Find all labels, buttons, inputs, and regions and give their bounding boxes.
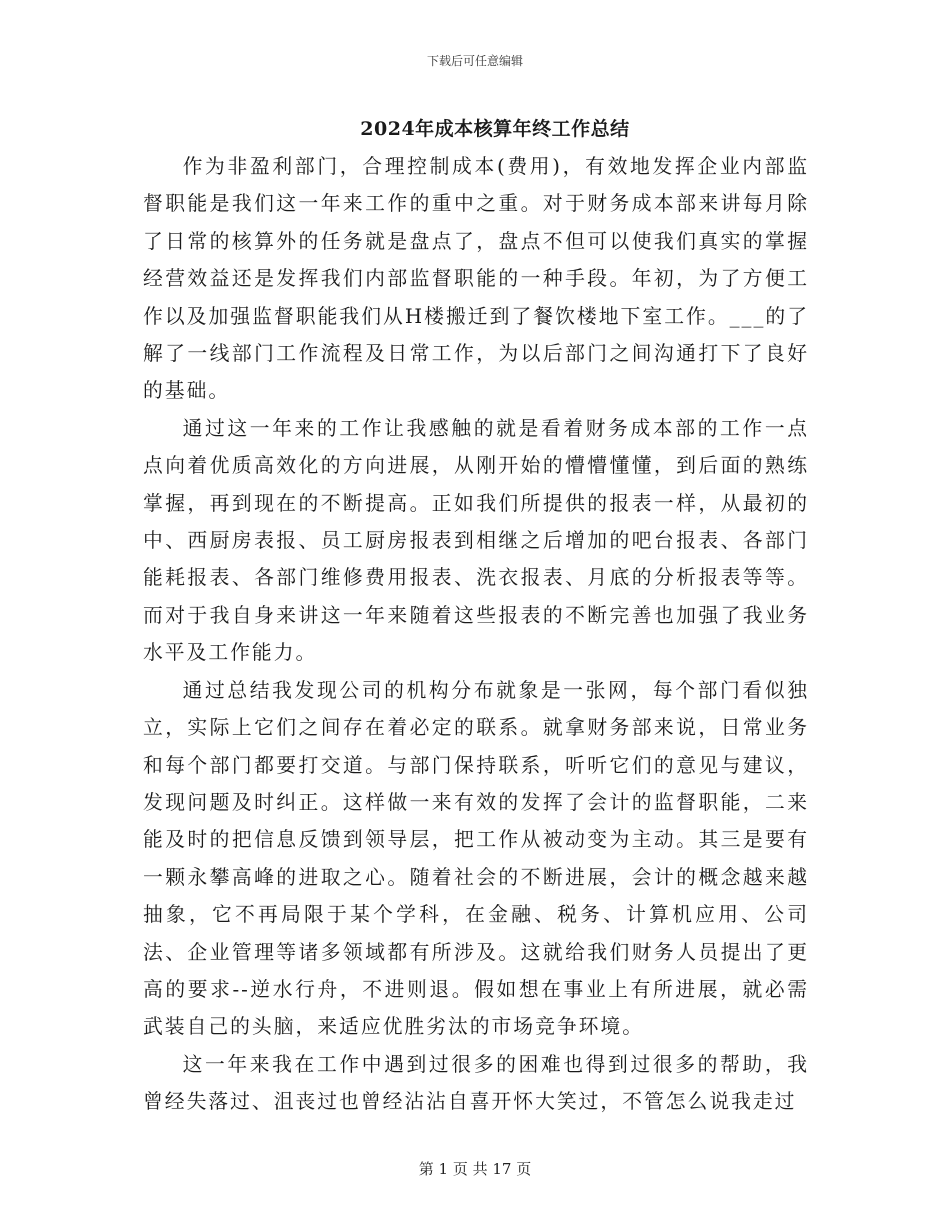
paragraph-4: 这一年来我在工作中遇到过很多的困难也得到过很多的帮助，我曾经失落过、沮丧过也曾经沾沾自喜开怀大笑过，不管怎么说我走过 xyxy=(143,1052,809,1114)
paragraph-3: 通过总结我发现公司的机构分布就象是一张网，每个部门看似独立，实际上它们之间存在着必定的联系。就拿财务部来说，日常业务和每个部门都要打交道。与部门保持联系，听听它们的意见与建议，发现问题及时纠正。这样做一来有效的发挥了会计的监督职能，二来能及时的把信息反馈到领导层，把工作从被动变为主动。其三是要有一颗永攀高峰的进取之心。随着社会的不断进展，会计的概念越来越抽象，它不再局限于某个学科，在金融、税务、计算机应用、公司法、企业管理等诸多领域都有所涉及。这就给我们财务人员提出了更高的要求--逆水行舟，不进则退。假如想在事业上有所进展，就必需武装自己的头脑，来适应优胜劣汰的市场竞争环境。 xyxy=(143,678,809,1039)
document-title: 2024年成本核算年终工作总结 xyxy=(360,118,630,140)
document-body xyxy=(143,148,809,1121)
header-note: 下载后可任意编辑 xyxy=(426,54,523,68)
paragraph-2: 通过这一年来的工作让我感触的就是看着财务成本部的工作一点点向着优质高效化的方向进展，从刚开始的懵懵懂懂，到后面的熟练掌握，再到现在的不断提高。正如我们所提供的报表一样，从最初的中、西厨房表报、员工厨房报表到相继之后增加的吧台报表、各部门能耗报表、各部门维修费用报表、洗衣报表、月底的分析报表等等。而对于我自身来讲这一年来随着这些报表的不断完善也加强了我业务水平及工作能力。 xyxy=(143,416,809,665)
page-number: 第 1 页 共 17 页 xyxy=(418,1160,532,1178)
paragraph-1: 作为非盈利部门，合理控制成本(费用)，有效地发挥企业内部监督职能是我们这一年来工作的重中之重。对于财务成本部来讲每月除了日常的核算外的任务就是盘点了，盘点不但可以使我们真实的掌握经营效益还是发挥我们内部监督职能的一种手段。年初，为了方便工作以及加强监督职能我们从H楼搬迁到了餐饮楼地下室工作。___的了解了一线部门工作流程及日常工作，为以后部门之间沟通打下了良好的基础。 xyxy=(143,155,809,403)
